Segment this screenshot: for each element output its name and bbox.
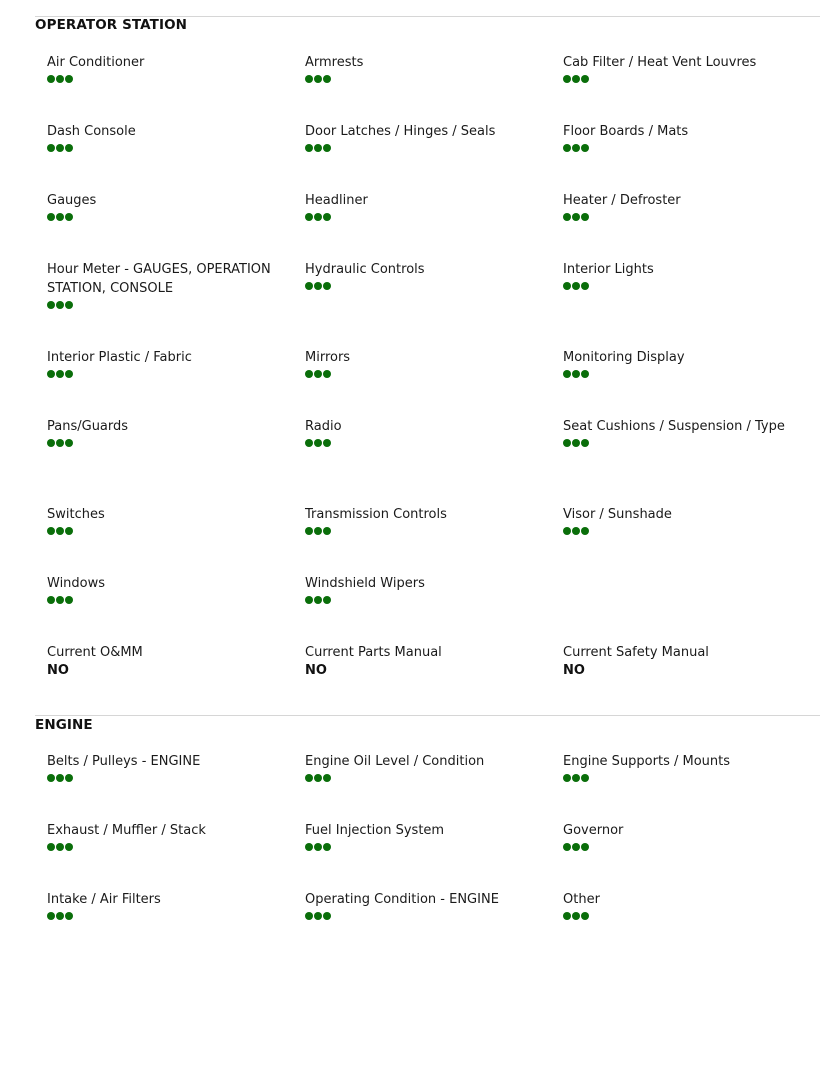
rating-dot-icon <box>65 370 73 378</box>
rating-dot-icon <box>305 912 313 920</box>
item-label: Switches <box>47 507 105 522</box>
rating-dot-icon <box>314 75 322 83</box>
operator-station-grid <box>47 54 822 704</box>
rating-dot-icon <box>47 301 55 309</box>
inspection-item <box>305 644 563 704</box>
rating-dot-icon <box>56 439 64 447</box>
rating-dot-icon <box>572 774 580 782</box>
item-label: Transmission Controls <box>305 507 447 522</box>
inspection-item <box>563 123 821 192</box>
rating-dot-icon <box>305 213 313 221</box>
item-label: Exhaust / Muffler / Stack <box>47 823 206 838</box>
rating-dot-icon <box>314 144 322 152</box>
rating-indicator <box>305 774 563 783</box>
rating-dot-icon <box>56 301 64 309</box>
rating-dot-icon <box>65 527 73 535</box>
rating-dot-icon <box>323 527 331 535</box>
rating-dot-icon <box>572 843 580 851</box>
item-label: Fuel Injection System <box>305 823 445 838</box>
rating-indicator <box>563 843 821 852</box>
rating-dot-icon <box>581 843 589 851</box>
inspection-item <box>47 891 305 951</box>
item-label: Windows <box>47 576 106 591</box>
inspection-item <box>47 349 305 418</box>
rating-dot-icon <box>65 843 73 851</box>
item-label: Interior Lights <box>563 262 654 277</box>
rating-dot-icon <box>581 75 589 83</box>
rating-dot-icon <box>65 144 73 152</box>
rating-dot-icon <box>314 912 322 920</box>
rating-indicator <box>305 843 563 852</box>
rating-dot-icon <box>563 75 571 83</box>
item-label: Visor / Sunshade <box>563 507 672 522</box>
rating-dot-icon <box>56 75 64 83</box>
item-label: Current Safety Manual <box>563 645 709 660</box>
rating-indicator <box>563 439 821 448</box>
inspection-item <box>47 418 305 506</box>
rating-dot-icon <box>581 774 589 782</box>
rating-dot-icon <box>563 370 571 378</box>
item-label: Governor <box>563 823 624 838</box>
inspection-item <box>305 349 563 418</box>
item-label: Armrests <box>305 55 364 70</box>
rating-indicator <box>563 370 821 379</box>
inspection-item <box>47 506 305 575</box>
inspection-item <box>47 753 305 822</box>
rating-indicator <box>305 282 563 291</box>
rating-indicator <box>47 144 305 153</box>
rating-dot-icon <box>323 912 331 920</box>
empty-cell <box>563 575 821 644</box>
rating-dot-icon <box>305 439 313 447</box>
inspection-item <box>563 54 821 123</box>
inspection-item <box>563 418 821 506</box>
rating-dot-icon <box>314 527 322 535</box>
rating-dot-icon <box>323 439 331 447</box>
rating-dot-icon <box>572 370 580 378</box>
rating-indicator <box>47 774 305 783</box>
item-label: Mirrors <box>305 350 351 365</box>
rating-indicator <box>47 75 305 84</box>
rating-dot-icon <box>305 75 313 83</box>
inspection-item <box>305 123 563 192</box>
rating-dot-icon <box>305 282 313 290</box>
rating-dot-icon <box>65 75 73 83</box>
rating-dot-icon <box>305 774 313 782</box>
rating-dot-icon <box>581 439 589 447</box>
rating-dot-icon <box>563 439 571 447</box>
inspection-item <box>563 822 821 891</box>
item-label: Headliner <box>305 193 368 208</box>
rating-dot-icon <box>305 144 313 152</box>
rating-indicator <box>563 527 821 536</box>
rating-dot-icon <box>47 144 55 152</box>
rating-dot-icon <box>572 282 580 290</box>
item-label: Current O&MM <box>47 645 143 660</box>
inspection-item <box>47 575 305 644</box>
rating-indicator <box>305 75 563 84</box>
item-label: Pans/Guards <box>47 419 129 434</box>
rating-indicator <box>47 527 305 536</box>
rating-dot-icon <box>47 75 55 83</box>
item-label: Engine Supports / Mounts <box>563 754 731 769</box>
item-label: Air Conditioner <box>47 55 145 70</box>
rating-indicator <box>305 527 563 536</box>
rating-dot-icon <box>305 527 313 535</box>
rating-indicator <box>563 912 821 921</box>
rating-indicator <box>563 144 821 153</box>
rating-indicator <box>563 213 821 222</box>
rating-dot-icon <box>572 144 580 152</box>
inspection-item <box>305 753 563 822</box>
rating-dot-icon <box>56 144 64 152</box>
section-title-engine: ENGINE <box>35 717 93 733</box>
item-label: Heater / Defroster <box>563 193 681 208</box>
rating-dot-icon <box>323 596 331 604</box>
rating-dot-icon <box>563 213 571 221</box>
rating-dot-icon <box>56 912 64 920</box>
inspection-item <box>47 822 305 891</box>
rating-indicator <box>305 912 563 921</box>
rating-dot-icon <box>47 439 55 447</box>
rating-indicator <box>47 912 305 921</box>
rating-indicator <box>305 596 563 605</box>
inspection-item <box>563 192 821 261</box>
inspection-item <box>47 644 305 704</box>
rating-indicator <box>305 213 563 222</box>
rating-indicator <box>563 282 821 291</box>
inspection-item <box>47 54 305 123</box>
rating-dot-icon <box>65 774 73 782</box>
rating-dot-icon <box>47 213 55 221</box>
item-label: Floor Boards / Mats <box>563 124 689 139</box>
rating-dot-icon <box>323 370 331 378</box>
rating-dot-icon <box>563 282 571 290</box>
rating-dot-icon <box>563 912 571 920</box>
item-value: NO <box>563 662 585 678</box>
inspection-item <box>305 506 563 575</box>
item-label: Dash Console <box>47 124 136 139</box>
rating-dot-icon <box>323 282 331 290</box>
rating-dot-icon <box>563 774 571 782</box>
rating-dot-icon <box>563 527 571 535</box>
rating-dot-icon <box>572 439 580 447</box>
rating-dot-icon <box>572 213 580 221</box>
rating-dot-icon <box>323 75 331 83</box>
item-value: NO <box>305 662 327 678</box>
rating-dot-icon <box>572 527 580 535</box>
rating-dot-icon <box>47 912 55 920</box>
section-title-operator-station: OPERATOR STATION <box>35 17 188 33</box>
inspection-item <box>563 506 821 575</box>
rating-dot-icon <box>305 843 313 851</box>
item-label: Cab Filter / Heat Vent Louvres <box>563 55 757 70</box>
rating-dot-icon <box>56 596 64 604</box>
rating-dot-icon <box>563 144 571 152</box>
rating-indicator <box>305 370 563 379</box>
rating-dot-icon <box>65 213 73 221</box>
item-label: Gauges <box>47 193 97 208</box>
inspection-item <box>563 753 821 822</box>
inspection-item <box>563 261 821 349</box>
rating-dot-icon <box>47 596 55 604</box>
inspection-item <box>47 261 305 349</box>
rating-dot-icon <box>323 213 331 221</box>
rating-dot-icon <box>47 527 55 535</box>
rating-indicator <box>305 144 563 153</box>
inspection-item <box>305 54 563 123</box>
engine-grid <box>47 753 822 951</box>
item-label: Other <box>563 892 600 907</box>
item-label: Windshield Wipers <box>305 576 425 591</box>
inspection-item <box>305 822 563 891</box>
rating-indicator <box>47 370 305 379</box>
item-label: Engine Oil Level / Condition <box>305 754 485 769</box>
rating-dot-icon <box>314 213 322 221</box>
rating-dot-icon <box>56 527 64 535</box>
rating-indicator <box>47 213 305 222</box>
inspection-item <box>305 261 563 349</box>
item-label: Belts / Pulleys - ENGINE <box>47 754 201 769</box>
inspection-item <box>47 192 305 261</box>
rating-dot-icon <box>581 912 589 920</box>
inspection-item <box>305 418 563 506</box>
rating-indicator <box>47 596 305 605</box>
item-label: Door Latches / Hinges / Seals <box>305 124 496 139</box>
item-value: NO <box>47 662 69 678</box>
rating-indicator <box>47 843 305 852</box>
item-label: Monitoring Display <box>563 350 685 365</box>
rating-dot-icon <box>581 213 589 221</box>
rating-dot-icon <box>563 843 571 851</box>
rating-dot-icon <box>314 774 322 782</box>
inspection-item <box>305 891 563 951</box>
rating-dot-icon <box>314 596 322 604</box>
rating-dot-icon <box>314 439 322 447</box>
rating-indicator <box>563 774 821 783</box>
item-label: Radio <box>305 419 342 434</box>
inspection-item <box>47 123 305 192</box>
rating-dot-icon <box>65 301 73 309</box>
rating-dot-icon <box>581 144 589 152</box>
rating-dot-icon <box>323 843 331 851</box>
item-label: Hour Meter - GAUGES, OPERATION STATION, CONSOLE <box>47 262 271 296</box>
rating-dot-icon <box>581 282 589 290</box>
item-label: Seat Cushions / Suspension / Type <box>563 419 785 434</box>
rating-dot-icon <box>323 144 331 152</box>
rating-dot-icon <box>305 370 313 378</box>
rating-dot-icon <box>47 774 55 782</box>
rating-dot-icon <box>581 370 589 378</box>
inspection-item <box>563 349 821 418</box>
rating-dot-icon <box>47 370 55 378</box>
inspection-item <box>563 891 821 951</box>
rating-dot-icon <box>581 527 589 535</box>
item-label: Hydraulic Controls <box>305 262 425 277</box>
rating-dot-icon <box>56 774 64 782</box>
rating-dot-icon <box>47 843 55 851</box>
rating-indicator <box>47 300 305 309</box>
item-label: Interior Plastic / Fabric <box>47 350 192 365</box>
item-label: Intake / Air Filters <box>47 892 161 907</box>
inspection-item <box>305 575 563 644</box>
item-label: Operating Condition - ENGINE <box>305 892 499 907</box>
item-label: Current Parts Manual <box>305 645 442 660</box>
rating-dot-icon <box>314 282 322 290</box>
section-divider-engine <box>35 715 820 716</box>
rating-dot-icon <box>65 912 73 920</box>
inspection-item <box>563 644 821 704</box>
rating-indicator <box>563 75 821 84</box>
rating-dot-icon <box>314 843 322 851</box>
rating-dot-icon <box>56 213 64 221</box>
rating-indicator <box>305 439 563 448</box>
rating-dot-icon <box>56 370 64 378</box>
inspection-item <box>305 192 563 261</box>
rating-dot-icon <box>314 370 322 378</box>
rating-indicator <box>47 439 305 448</box>
rating-dot-icon <box>65 596 73 604</box>
rating-dot-icon <box>305 596 313 604</box>
rating-dot-icon <box>56 843 64 851</box>
rating-dot-icon <box>572 75 580 83</box>
rating-dot-icon <box>572 912 580 920</box>
rating-dot-icon <box>323 774 331 782</box>
rating-dot-icon <box>65 439 73 447</box>
